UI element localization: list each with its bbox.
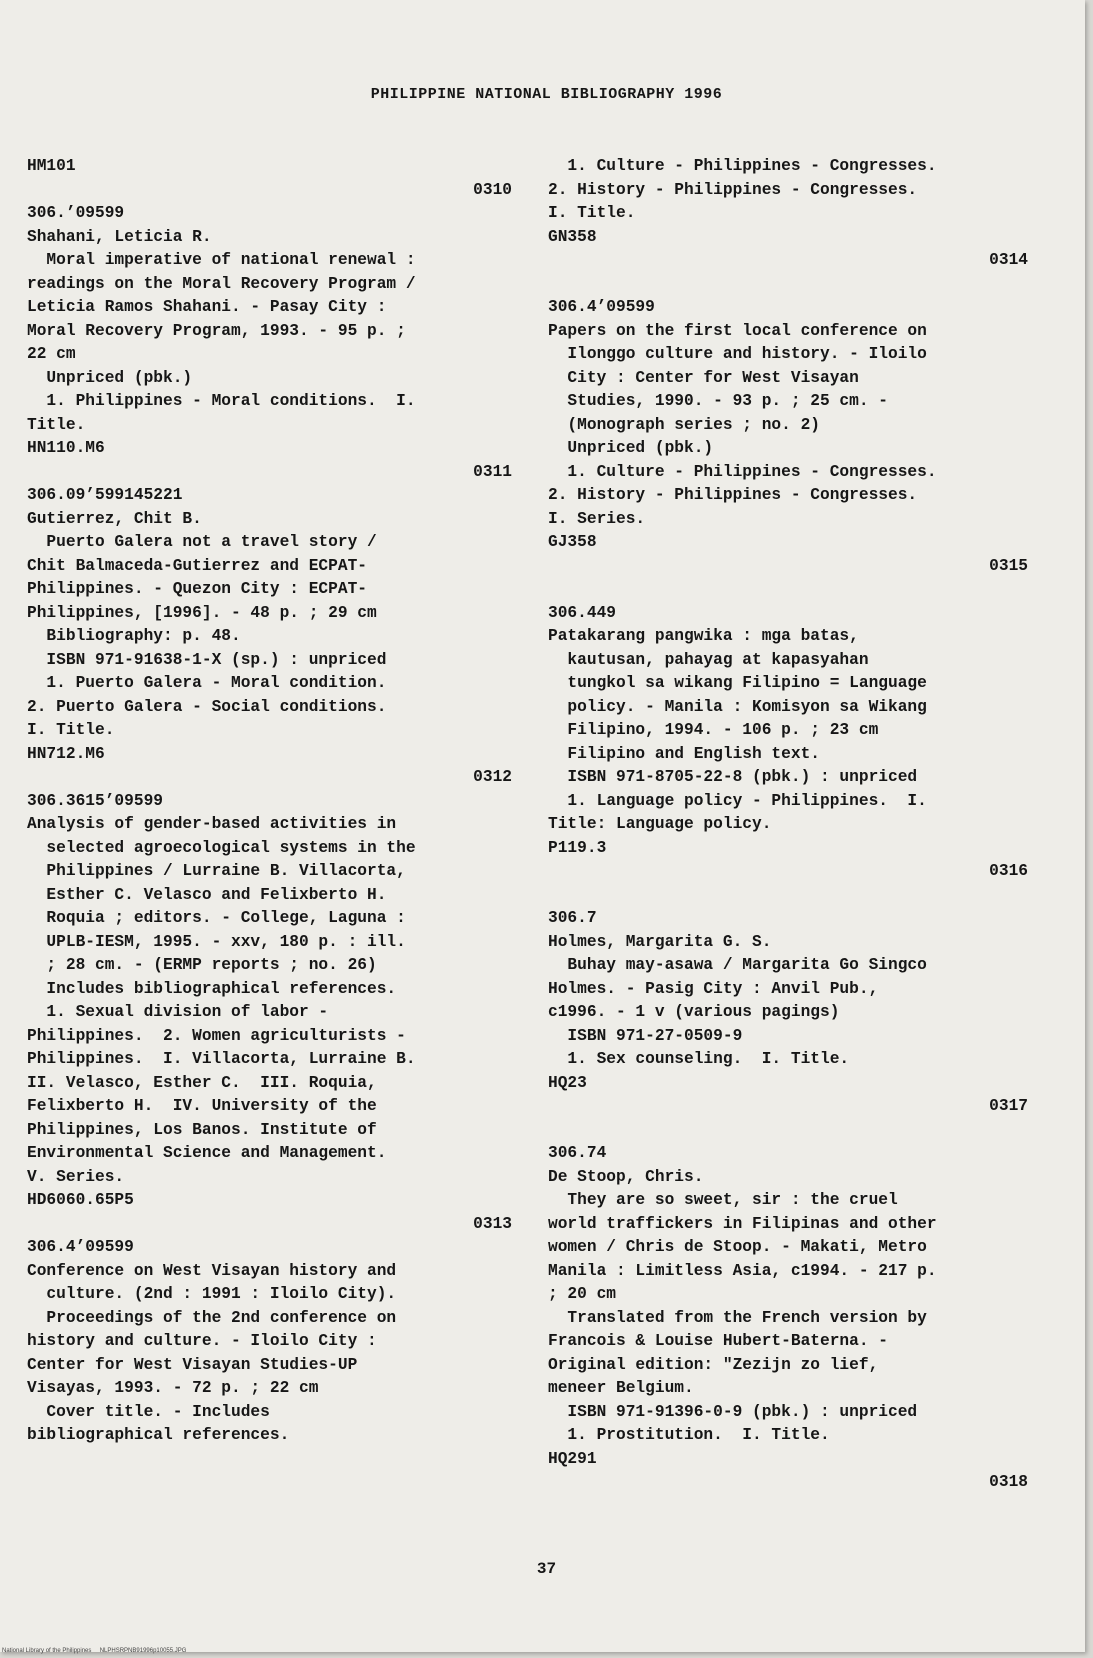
entry-line: 1. Sexual division of labor - <box>27 1003 329 1021</box>
entry-number: 0314 <box>989 251 1028 269</box>
page-number: 37 <box>536 1560 557 1578</box>
entry-line: V. Series. <box>27 1167 125 1186</box>
entry-line: Felixberto H. IV. University of the <box>27 1097 377 1115</box>
entry-line: Philippines / Lurraine B. Villacorta, <box>27 862 406 880</box>
entry-line: Cover title. - Includes <box>27 1402 270 1421</box>
entry-line: I. Series. <box>548 509 646 528</box>
entry-line: GN358 <box>548 227 597 246</box>
entry-line: c1996. - 1 v (various pagings) <box>548 1003 840 1021</box>
entry-line: Proceedings of the 2nd conference on <box>27 1308 397 1327</box>
entry-line: Shahani, Leticia R. <box>27 227 212 246</box>
entry-number: 0312 <box>473 768 512 786</box>
entry-line: 1. Puerto Galera - Moral condition. <box>27 674 387 692</box>
entry-line: Environmental Science and Management. <box>27 1144 387 1162</box>
entry-line: Ilonggo culture and history. - Iloilo <box>548 345 927 363</box>
scan-footer: National Library of the Philippines NLPHSRPNB91996p10055.JPG <box>2 1648 187 1654</box>
entry-line: 1. Sex counseling. I. Title. <box>548 1050 850 1068</box>
entry-number: 0316 <box>989 862 1028 880</box>
entry-line: Buhay may-asawa / Margarita Go Singco <box>548 956 927 974</box>
entry-line: II. Velasco, Esther C. III. Roquia, <box>27 1073 377 1092</box>
entry-line: 2. History - Philippines - Congresses. <box>548 180 918 199</box>
entry-line: Philippines. 2. Women agriculturists - <box>27 1026 406 1045</box>
entry-line: Filipino and English text. <box>548 744 820 763</box>
entry-line: Bibliography: p. 48. <box>27 627 241 645</box>
entry-line: I. Title. <box>548 204 636 222</box>
entry-line: Studies, 1990. - 93 p. ; 25 cm. - <box>548 392 888 410</box>
entry-line: Gutierrez, Chit B. <box>27 509 202 528</box>
entry-line: Filipino, 1994. - 106 p. ; 23 cm <box>548 721 879 739</box>
entry-line: Holmes. - Pasig City : Anvil Pub., <box>548 979 879 998</box>
entry-line: Unpriced (pbk.) <box>27 368 193 387</box>
entry-line: I. Title. <box>27 721 115 739</box>
entry-line: Includes bibliographical references. <box>27 979 397 998</box>
entry-line: 306.449 <box>548 603 616 622</box>
entry-line: GJ358 <box>548 533 597 551</box>
entry-number: 0313 <box>473 1214 512 1233</box>
entry-line: De Stoop, Chris. <box>548 1167 704 1186</box>
entry-line: Title: Language policy. <box>548 815 772 833</box>
entry-line: ISBN 971-8705-22-8 (pbk.) : unpriced <box>548 768 918 786</box>
entry-line: Philippines, [1996]. - 48 p. ; 29 cm <box>27 603 377 622</box>
entry-line: Leticia Ramos Shahani. - Pasay City : <box>27 298 387 316</box>
blank-line <box>548 1119 1028 1143</box>
entry-line: 22 cm <box>27 345 76 363</box>
entry-line: 306.09’599145221 <box>27 486 183 504</box>
entry-line: ISBN 971-91396-0-9 (pbk.) : unpriced <box>548 1402 918 1421</box>
entry-line: Philippines, Los Banos. Institute of <box>27 1120 377 1139</box>
entry-line: 1. Culture - Philippines - Congresses. <box>548 462 937 481</box>
entry-line: Moral Recovery Program, 1993. - 95 p. ; <box>27 321 406 340</box>
entry-line: 2. History - Philippines - Congresses. <box>548 486 918 504</box>
entry-line: Roquia ; editors. - College, Laguna : <box>27 909 406 927</box>
entry-number: 0310 <box>473 180 512 199</box>
entry-line: Title. <box>27 415 86 434</box>
entry-number: 0318 <box>989 1473 1028 1491</box>
entry-line: kautusan, pahayag at kapasyahan <box>548 650 869 669</box>
entry-line: policy. - Manila : Komisyon sa Wikang <box>548 697 927 716</box>
entry-line: tungkol sa wikang Filipino = Language <box>548 674 927 692</box>
left-column <box>27 155 512 1448</box>
entry-line: ; 20 cm <box>548 1285 616 1303</box>
entry-line: ISBN 971-91638-1-X (sp.) : unpriced <box>27 650 387 669</box>
entry-line: 1. Philippines - Moral conditions. I. <box>27 392 416 410</box>
entry-line: HM101 <box>27 157 76 175</box>
entry-line: Chit Balmaceda-Gutierrez and ECPAT- <box>27 556 367 575</box>
entry-line: Analysis of gender-based activities in <box>27 815 397 833</box>
entry-line: City : Center for West Visayan <box>548 368 859 387</box>
blank-line <box>548 884 1028 908</box>
entry-line: 306.’09599 <box>27 204 125 222</box>
entry-line: 306.4’09599 <box>548 298 655 316</box>
entry-line: bibliographical references. <box>27 1426 290 1444</box>
entry-line: P119.3 <box>548 838 607 857</box>
entry-line: Center for West Visayan Studies-UP <box>27 1355 358 1374</box>
entry-line: HN712.M6 <box>27 744 105 763</box>
blank-line <box>548 273 1028 297</box>
entry-line: Holmes, Margarita G. S. <box>548 932 772 951</box>
entry-line: ISBN 971-27-0509-9 <box>548 1026 743 1045</box>
entry-line: world traffickers in Filipinas and other <box>548 1214 937 1233</box>
entry-line: readings on the Moral Recovery Program / <box>27 274 416 293</box>
entry-line: Patakarang pangwika : mga batas, <box>548 627 859 645</box>
entry-line: history and culture. - Iloilo City : <box>27 1332 377 1350</box>
entry-line: HQ23 <box>548 1073 587 1092</box>
entry-line: women / Chris de Stoop. - Makati, Metro <box>548 1238 927 1256</box>
entry-line: 2. Puerto Galera - Social conditions. <box>27 697 387 716</box>
entry-line: selected agroecological systems in the <box>27 838 416 857</box>
entry-line: Moral imperative of national renewal : <box>27 251 416 269</box>
entry-number: 0311 <box>473 462 512 481</box>
entry-line: 306.3615’09599 <box>27 791 163 810</box>
entry-line: Puerto Galera not a travel story / <box>27 533 377 551</box>
entry-line: Unpriced (pbk.) <box>548 439 714 457</box>
entry-line: ; 28 cm. - (ERMP reports ; no. 26) <box>27 956 377 974</box>
entry-line: meneer Belgium. <box>548 1379 694 1397</box>
entry-line: Original edition: "Zezijn zo lief, <box>548 1355 879 1374</box>
entry-line: Francois & Louise Hubert-Baterna. - <box>548 1332 888 1350</box>
entry-line: 1. Culture - Philippines - Congresses. <box>548 157 937 175</box>
entry-line: Translated from the French version by <box>548 1308 927 1327</box>
entry-line: Visayas, 1993. - 72 p. ; 22 cm <box>27 1379 319 1397</box>
entry-line: Conference on West Visayan history and <box>27 1261 397 1280</box>
blank-line <box>548 578 1028 602</box>
entry-line: They are so sweet, sir : the cruel <box>548 1191 898 1209</box>
entry-line: (Monograph series ; no. 2) <box>548 415 820 434</box>
entry-line: Philippines. I. Villacorta, Lurraine B. <box>27 1050 416 1068</box>
entry-line: Esther C. Velasco and Felixberto H. <box>27 885 387 904</box>
entry-line: 1. Prostitution. I. Title. <box>548 1426 830 1444</box>
entry-line: 306.7 <box>548 909 597 927</box>
entry-line: HD6060.65P5 <box>27 1191 134 1209</box>
entry-line: Manila : Limitless Asia, c1994. - 217 p. <box>548 1261 937 1280</box>
entry-line: Philippines. - Quezon City : ECPAT- <box>27 580 367 598</box>
entry-line: 306.74 <box>548 1144 607 1162</box>
entry-line: UPLB-IESM, 1995. - xxv, 180 p. : ill. <box>27 932 406 951</box>
entry-line: HQ291 <box>548 1449 597 1468</box>
right-column <box>548 155 1028 1495</box>
page-title: PHILIPPINE NATIONAL BIBLIOGRAPHY 1996 <box>370 86 723 103</box>
entry-line: HN110.M6 <box>27 439 105 457</box>
entry-number: 0315 <box>989 556 1028 575</box>
entry-line: Papers on the first local conference on <box>548 321 927 340</box>
entry-number: 0317 <box>989 1097 1028 1115</box>
entry-line: 1. Language policy - Philippines. I. <box>548 791 927 810</box>
entry-line: 306.4’09599 <box>27 1238 134 1256</box>
entry-line: culture. (2nd : 1991 : Iloilo City). <box>27 1285 397 1303</box>
